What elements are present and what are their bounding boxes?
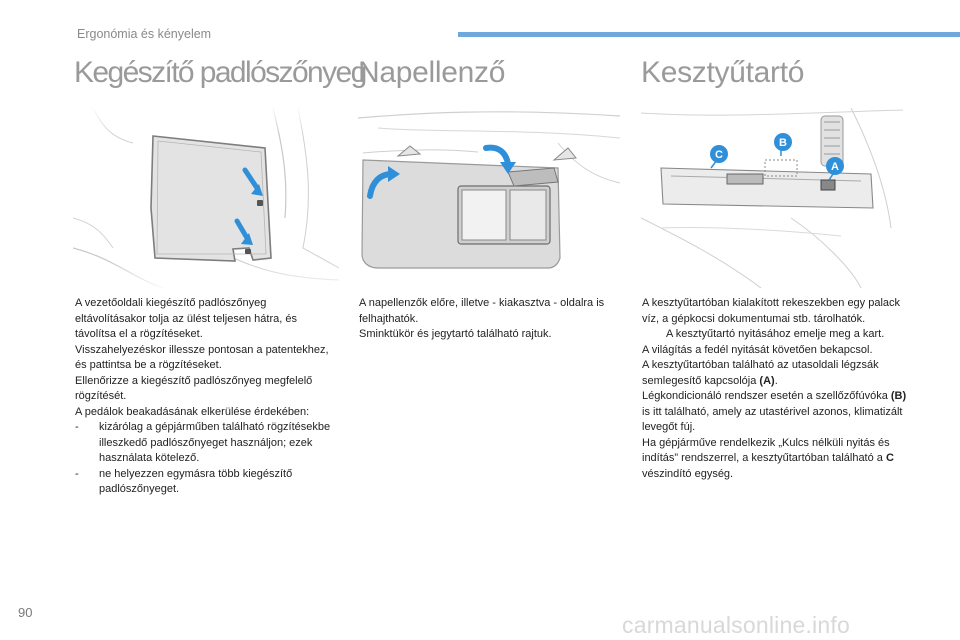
glovebox-paragraph: A kesztyűtartóban kialakított rekeszekben egy palack víz, a gépkocsi dokumentumai stb. tárolhatók. [642, 297, 901, 325]
floor-mat-paragraph: Ellenőrizze a kiegészítő padlószőnyeg megfelelő rögzítését. [75, 374, 313, 402]
text-run: . [774, 374, 778, 387]
sun-visor-title: Napellenző [358, 56, 506, 89]
header-accent-bar [458, 32, 960, 37]
text-run: A kesztyűtartóban található az utasoldali légzsák semlegesítő kapcsolója [642, 359, 879, 387]
text-run: is itt található, amely az utastérivel azonos, klimatizált levegőt fúj. [642, 405, 903, 433]
glovebox-bullet [642, 327, 912, 343]
glovebox-paragraph [642, 358, 912, 389]
label-b: (B) [890, 390, 907, 402]
floor-mat-bullet [75, 420, 335, 467]
floor-mat-text [75, 296, 335, 498]
glovebox-illustration [641, 108, 903, 288]
floor-mat-paragraph: A vezetőoldali kiegészítő padlószőnyeg eltávolításakor tolja az ülést teljesen hátra, és távolítsa el a rögzítéseket. [75, 297, 297, 340]
watermark: carmanualsonline.info [622, 612, 850, 638]
sun-visor-paragraph: A napellenzők előre, illetve - kiakasztva - oldalra is felhajthatók. [359, 297, 605, 325]
bullet-text: kizárólag a gépjárműben található rögzítésekbe illeszkedő padlószőnyeget használjon; ezek használata kötelező. [99, 421, 331, 464]
sun-visor-illustration [358, 108, 620, 288]
bullet-marker: - [75, 421, 79, 433]
callout-a: A [831, 161, 839, 173]
floor-mat-title: Kegészítő padlószőnyeg [74, 56, 366, 89]
callout-c: C [715, 149, 723, 161]
text-run: vészindító egység. [642, 467, 734, 480]
callout-b: B [779, 137, 787, 149]
glovebox-text [642, 296, 912, 482]
glovebox-paragraph: A világítás a fedél nyitását követően bekapcsol. [642, 343, 873, 356]
sun-visor-text [359, 296, 619, 343]
floor-mat-illustration [73, 108, 339, 288]
text-run: Ha gépjárműve rendelkezik „Kulcs nélküli nyitás és indítás” rendszerrel, a kesztyűtartóban található a [642, 436, 890, 464]
page-number: 90 [18, 605, 33, 620]
floor-mat-paragraph: A pedálok beakadásának elkerülése érdekében: [75, 405, 310, 418]
floor-mat-paragraph: Visszahelyezéskor illessze pontosan a patentekhez, és pattintsa be a rögzítéseket. [75, 343, 329, 371]
label-a: (A) [759, 374, 775, 387]
sun-visor-paragraph: Sminktükör és jegytartó található rajtuk. [359, 328, 552, 340]
bullet-text: ne helyezzen egymásra több kiegészítő padlószőnyeget. [99, 467, 293, 495]
bullet-marker: - [75, 467, 79, 480]
bullet-text: A kesztyűtartó nyitásához emelje meg a kart. [666, 328, 885, 340]
text-run: Légkondicionáló rendszer esetén a szellőzőfúvóka [642, 390, 891, 402]
glovebox-paragraph [642, 389, 912, 436]
section-header: Ergonómia és kényelem [77, 27, 212, 41]
label-c: C [885, 452, 894, 464]
glovebox-paragraph [642, 436, 912, 483]
floor-mat-bullet [75, 467, 335, 498]
glovebox-title: Kesztyűtartó [641, 56, 805, 89]
